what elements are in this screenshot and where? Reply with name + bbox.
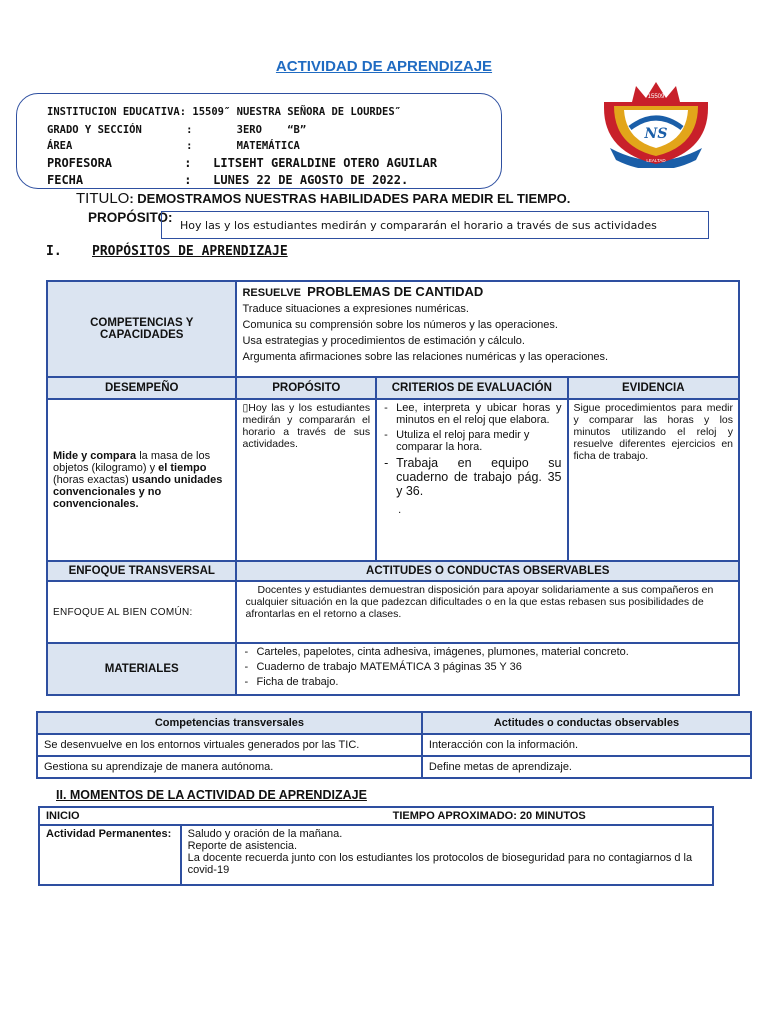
table-row <box>37 734 751 756</box>
competencias-heading: RESUELVE PROBLEMAS DE CANTIDAD <box>242 284 484 299</box>
competencia-item: Comunica su comprensión sobre los números y las operaciones. <box>242 319 558 331</box>
actividad-line: Saludo y oración de la mañana. <box>187 828 343 840</box>
criterio-item: - Trabaja en equipo su cuaderno de trabajo pág. 35 y 36. <box>382 456 561 498</box>
section-1-title: PROPÓSITOS DE APRENDIZAJE <box>92 244 288 259</box>
competencias-cell <box>236 281 739 377</box>
propositos-table <box>46 280 740 696</box>
criterios-cell <box>376 399 567 561</box>
logo-number: 15509 <box>647 94 665 100</box>
actitud: Interacción con la información. <box>422 734 751 756</box>
col-proposito: PROPÓSITO <box>236 377 376 399</box>
proposito-box <box>161 211 709 239</box>
competencia-item: Usa estrategias y procedimientos de estimación y cálculo. <box>242 335 525 347</box>
desempeno-cell: Mide y compara la masa de los objetos (kilogramo) y el tiempo (horas exactas) usando unidades convencionales y no convencionales. <box>47 399 236 561</box>
info-box <box>16 93 502 189</box>
inicio-table <box>38 806 714 886</box>
transversales-table <box>36 711 752 779</box>
competencia-item: Traduce situaciones a expresiones numéricas. <box>242 303 469 315</box>
info-fecha: FECHA : LUNES 22 DE AGOSTO DE 2022. <box>47 173 409 187</box>
titulo-line <box>76 190 570 207</box>
col-competencias-transversales: Competencias transversales <box>37 712 422 734</box>
table-row <box>37 756 751 778</box>
criterio-item: - Utuliza el reloj para medir y comparar la hora. <box>382 429 561 453</box>
document-title: ACTIVIDAD DE APRENDIZAJE <box>275 58 493 75</box>
info-institucion: INSTITUCION EDUCATIVA: 15509″ NUESTRA SEÑORA DE LOURDES″ <box>47 106 402 118</box>
col-desempeno: DESEMPEÑO <box>47 377 236 399</box>
proposito-label: PROPÓSITO: <box>88 210 173 225</box>
actitud: Define metas de aprendizaje. <box>422 756 751 778</box>
material-item: - Carteles, papelotes, cinta adhesiva, imágenes, plumones, material concreto. <box>242 646 733 658</box>
section-1-heading <box>46 244 446 264</box>
competencias-label: COMPETENCIAS Y CAPACIDADES <box>47 281 236 377</box>
col-criterios: CRITERIOS DE EVALUACIÓN <box>376 377 567 399</box>
info-area: ÁREA : MATEMÁTICA <box>47 140 300 152</box>
col-evidencia: EVIDENCIA <box>568 377 740 399</box>
actividad-line: Reporte de asistencia. <box>187 840 298 852</box>
tiempo-label: TIEMPO APROXIMADO: 20 MINUTOS <box>181 807 713 825</box>
material-item: - Cuaderno de trabajo MATEMÁTICA 3 páginas 35 Y 36 <box>242 661 733 673</box>
inicio-label: INICIO <box>39 807 181 825</box>
materiales-cell <box>236 643 739 695</box>
actividad-label: Actividad Permanentes: <box>39 825 181 885</box>
section-2-heading: II. MOMENTOS DE LA ACTIVIDAD DE APRENDIZAJE <box>56 788 367 802</box>
materiales-label: MATERIALES <box>47 643 236 695</box>
actividad-cell <box>181 825 713 885</box>
competencia-transversal: Gestiona su aprendizaje de manera autónoma. <box>37 756 422 778</box>
criterio-dot: . <box>398 504 402 516</box>
col-actitudes: Actitudes o conductas observables <box>422 712 751 734</box>
logo-motto: LEALTAD <box>646 158 666 163</box>
info-profesora: PROFESORA : LITSEHT GERALDINE OTERO AGUILAR <box>47 156 438 170</box>
section-1-number: I. <box>46 244 62 259</box>
competencia-item: Argumenta afirmaciones sobre las relaciones numéricas y las operaciones. <box>242 351 609 363</box>
material-item: - Ficha de trabajo. <box>242 676 733 688</box>
titulo-label: TITULO <box>76 190 130 207</box>
info-grado: GRADO Y SECCIÓN : 3ERO “B” <box>47 124 307 136</box>
proposito-text: Hoy las y los estudiantes medirán y compararán el horario a través de sus actividades <box>180 218 657 232</box>
proposito-cell: ▯Hoy las y los estudiantes medirán y compararán el horario a través de sus actividades. <box>236 399 376 561</box>
actividad-line: La docente recuerda junto con los estudiantes los protocolos de bioseguridad para no contagiarnos d la covid-19 <box>187 852 693 876</box>
enfoque-name: ENFOQUE AL BIEN COMÚN: <box>47 581 236 643</box>
evidencia-cell: Sigue procedimientos para medir y comparar las horas y los minutos utilizando el reloj y resuelve diferentes ejercicios en ficha de trabajo. <box>568 399 740 561</box>
actitudes-label: ACTITUDES O CONDUCTAS OBSERVABLES <box>236 561 739 581</box>
svg-text:NS: NS <box>644 126 668 142</box>
enfoque-label: ENFOQUE TRANSVERSAL <box>47 561 236 581</box>
enfoque-description: Docentes y estudiantes demuestran disposición para apoyar solidariamente a sus compañeros en cualquier situación en la que padezcan dificultades o en la que estas rebasen sus posibilidades de afrontarlas en el retorno a clases. <box>236 581 739 643</box>
titulo-text: : DEMOSTRAMOS NUESTRAS HABILIDADES PARA MEDIR EL TIEMPO. <box>129 191 571 206</box>
criterio-item: - Lee, interpreta y ubicar horas y minutos en el reloj que elabora. <box>382 402 561 426</box>
school-logo <box>596 78 716 168</box>
competencia-transversal: Se desenvuelve en los entornos virtuales generados por las TIC. <box>37 734 422 756</box>
